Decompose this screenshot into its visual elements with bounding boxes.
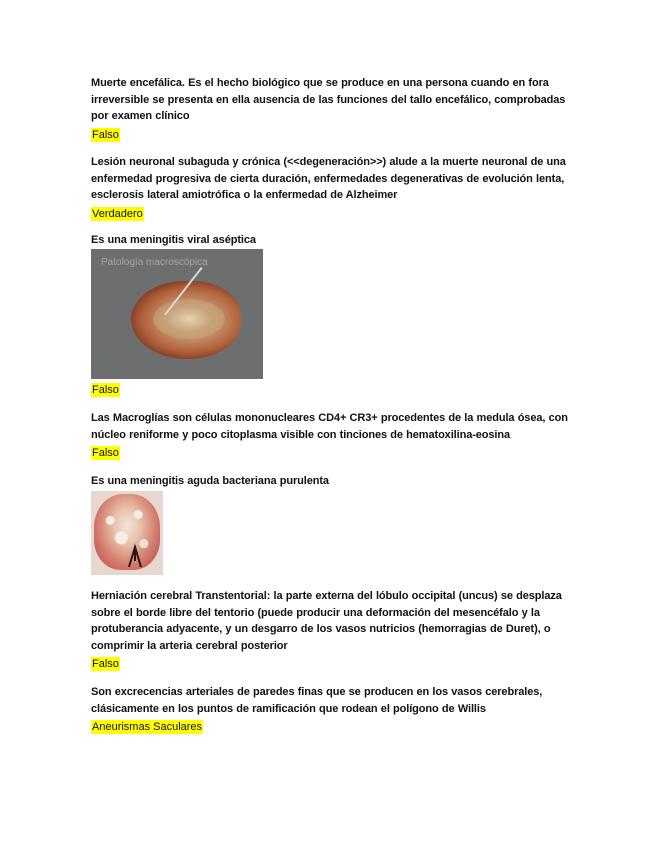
- question-block-6: [91, 588, 571, 670]
- question-text: Las Macroglías son células mononucleares CD4+ CR3+ procedentes de la medula ósea, con núcleo reniforme y poco citoplasma visible con tinciones de hematoxilina-eosina: [91, 412, 568, 441]
- arrow-icon: [125, 543, 145, 569]
- answer-highlight: Falso: [92, 128, 119, 141]
- question-text: Herniación cerebral Transtentorial: la parte externa del lóbulo occipital (uncus) se desplaza sobre el borde libre del tentorio (puede producir una deformación del mesencéfalo y la protuberancia adyacente, y un desgarro de los vasos nutricios (hemorragias de Duret), o comprimir la arteria cerebral posterior: [91, 590, 562, 652]
- question-block-7: [91, 684, 571, 733]
- answer-highlight: Falso: [92, 658, 119, 670]
- answer-highlight: Falso: [92, 447, 119, 459]
- question-block-2: [91, 154, 571, 220]
- question-text: Es una meningitis aguda bacteriana purulenta: [91, 475, 329, 487]
- question-block-4: [91, 410, 571, 459]
- question-block-5: [91, 473, 571, 490]
- answer-highlight: Aneurismas Saculares: [92, 721, 203, 733]
- question-text: Muerte encefálica. Es el hecho biológico que se produce en una persona cuando en fora irreversible se presenta en ella ausencia de las funciones del tallo encefálico, comprobadas por examen clínico: [91, 77, 566, 122]
- question-text: Es una meningitis viral aséptica: [91, 234, 256, 246]
- pathology-photo: [91, 249, 263, 379]
- brain-meningitis-photo: [91, 491, 163, 575]
- question-text: Lesión neuronal subaguda y crónica (<<degeneración>>) alude a la muerte neuronal de una enfermedad progresiva de cierta duración, enfermedades degenerativas de evolución lenta, esclerosis lateral amiotrófica o la enfermedad de Alzheimer: [91, 156, 566, 201]
- image-caption: Patología macroscópica: [101, 257, 208, 268]
- question-block-3: [91, 232, 571, 249]
- answer-highlight: Verdadero: [92, 207, 143, 220]
- answer-block-3: [91, 380, 571, 396]
- question-text: Son excrecencias arteriales de paredes finas que se producen en los vasos cerebrales, clásicamente en los puntos de ramificación que rodean el polígono de Willis: [91, 686, 543, 715]
- answer-highlight: Falso: [92, 384, 119, 396]
- question-block-1: [91, 75, 571, 141]
